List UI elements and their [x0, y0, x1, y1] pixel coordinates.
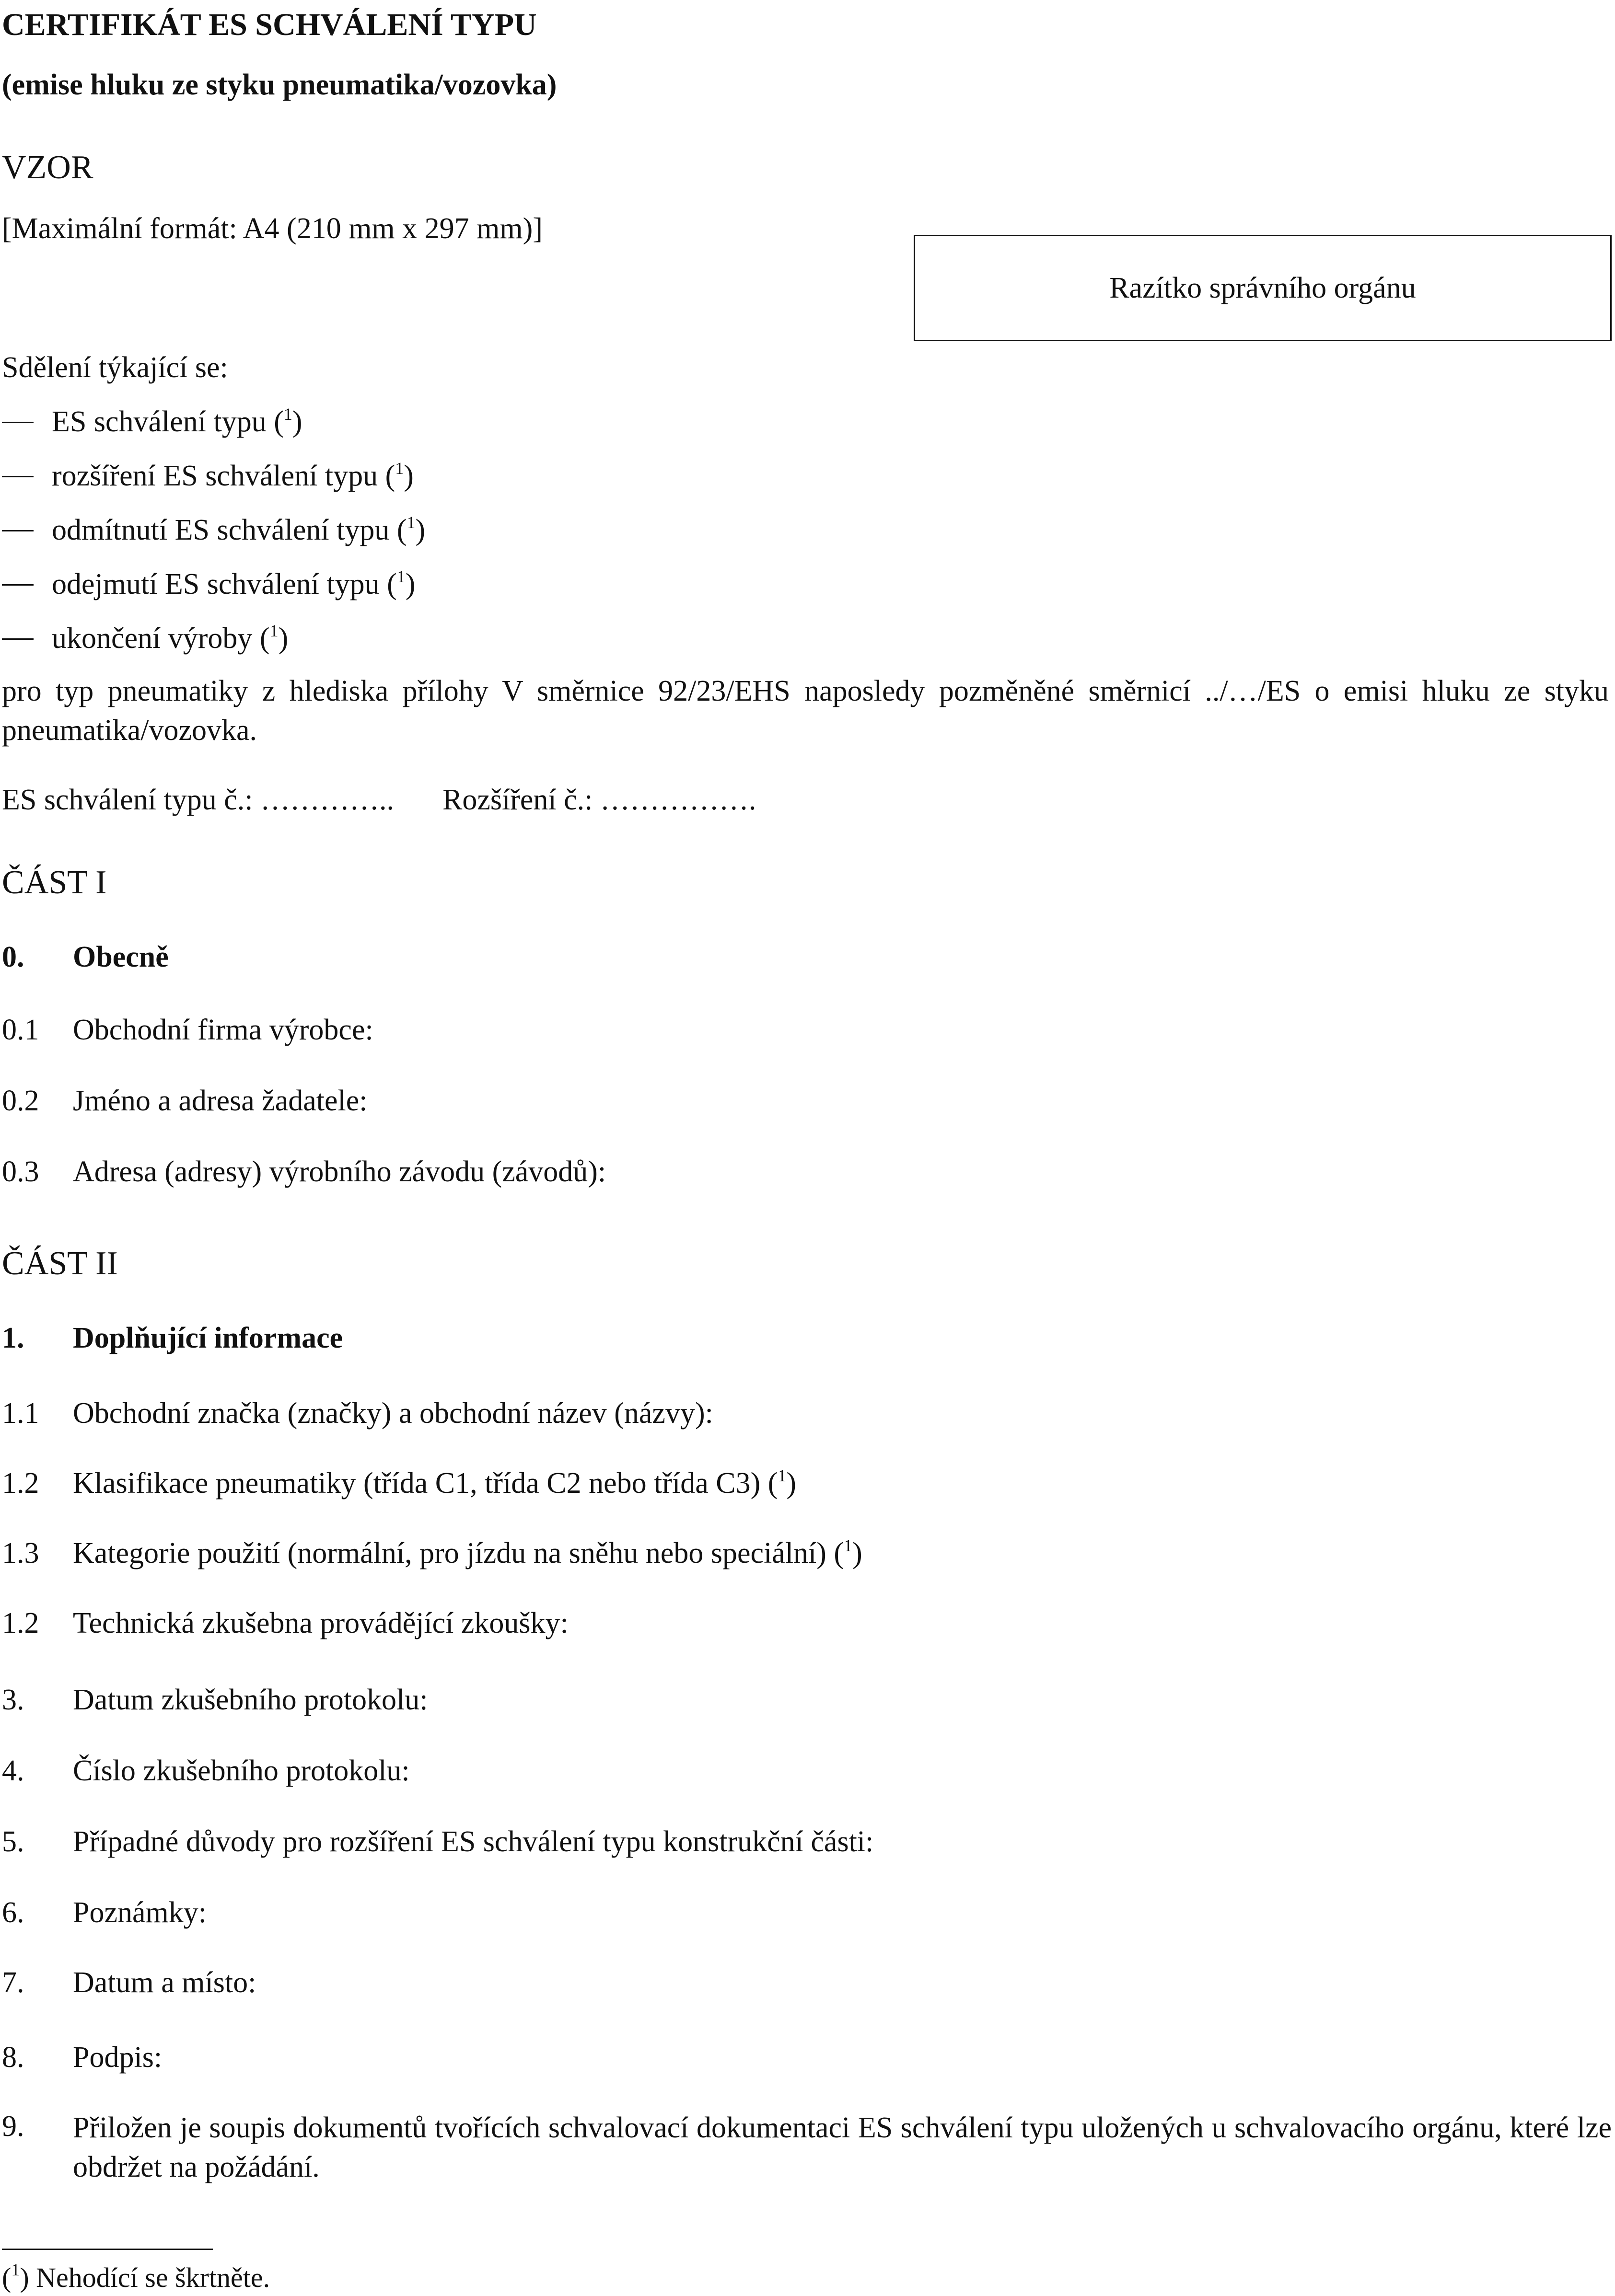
dash-bullet: [2, 530, 34, 531]
item-number: 3.: [2, 1684, 24, 1716]
item-label: Klasifikace pneumatiky (třída C1, třída C2 nebo třída C3) ($^1$): [73, 1466, 797, 1500]
communication-option: ukončení výroby ($^1$): [2, 621, 288, 656]
item-label: Adresa (adresy) výrobního závodu (závodů):: [73, 1155, 606, 1188]
communication-intro: Sdělení týkající se:: [2, 351, 228, 384]
footnote-ref: 1: [395, 459, 404, 478]
footnote-ref: 1: [407, 513, 416, 532]
model-label: VZOR: [2, 149, 93, 186]
authority-stamp-box: [914, 235, 1612, 341]
item-label: Číslo zkušebního protokolu:: [73, 1754, 410, 1787]
dash-bullet: [2, 584, 34, 586]
item-number: 8.: [2, 2041, 24, 2074]
section-title: Obecně: [73, 941, 169, 973]
communication-option: rozšíření ES schválení typu ($^1$): [2, 458, 414, 494]
footnote-divider: [2, 2249, 213, 2250]
stamp-label: Razítko správního orgánu: [1109, 271, 1416, 304]
item-number: 1.2: [2, 1607, 39, 1639]
communication-option: odejmutí ES schválení typu ($^1$): [2, 566, 415, 602]
approval-number-value: …………..: [260, 784, 394, 816]
approval-number-line: [2, 782, 756, 818]
section-number: 0.: [2, 941, 24, 973]
dash-bullet: [2, 638, 34, 640]
item-number: 0.3: [2, 1155, 39, 1188]
part1-heading: ČÁST I: [2, 864, 107, 901]
item-number: 0.1: [2, 1014, 39, 1046]
extension-value: …………….: [600, 784, 756, 816]
item-label: Datum zkušebního protokolu:: [73, 1684, 428, 1716]
item-number: 1.3: [2, 1537, 39, 1569]
dash-bullet: [2, 476, 34, 477]
item-number: 7.: [2, 1966, 24, 1999]
section-title: Doplňující informace: [73, 1322, 343, 1354]
item-label: Případné důvody pro rozšíření ES schválení typu konstrukční části:: [73, 1825, 874, 1858]
item-label: Poznámky:: [73, 1896, 207, 1929]
item-label: Podpis:: [73, 2041, 163, 2074]
format-note: [Maximální formát: A4 (210 mm x 297 mm)]: [2, 212, 543, 245]
footnote-ref: 1: [844, 1536, 853, 1555]
item-number: 6.: [2, 1896, 24, 1929]
item-label: Technická zkušebna provádějící zkoušky:: [73, 1607, 569, 1639]
item-label: Kategorie použití (normální, pro jízdu na sněhu nebo speciální) ($^1$): [73, 1536, 862, 1569]
item-number: 0.2: [2, 1085, 39, 1117]
part2-heading: ČÁST II: [2, 1245, 118, 1282]
footnote-ref: 1: [269, 621, 279, 640]
communication-option: ES schválení typu ($^1$): [2, 404, 302, 439]
communication-option: odmítnutí ES schválení typu ($^1$): [2, 512, 425, 548]
item-number: 4.: [2, 1754, 24, 1787]
footnote-number: 1: [11, 2260, 20, 2279]
item-label: Obchodní značka (značky) a obchodní název (názvy):: [73, 1397, 713, 1430]
extension-label: Rozšíření č.:: [442, 784, 593, 816]
footnote-ref: 1: [778, 1466, 787, 1485]
purpose-paragraph: pro typ pneumatiky z hlediska přílohy V směrnice 92/23/EHS naposledy pozměněné směrnicí ../…/ES o emisi hluku ze styku pneumatika/vozovka.: [2, 675, 1609, 747]
item-number: 9.: [2, 2110, 24, 2143]
footnote: ($^1$) Nehodící se škrtněte.: [2, 2260, 270, 2293]
section-number: 1.: [2, 1322, 24, 1354]
footnote-ref: 1: [283, 404, 292, 424]
dash-bullet: [2, 422, 34, 423]
item-number: 5.: [2, 1825, 24, 1858]
approval-number-label: ES schválení typu č.:: [2, 784, 253, 816]
document-subtitle: (emise hluku ze styku pneumatika/vozovka): [2, 69, 557, 101]
item-number: 1.2: [2, 1467, 39, 1500]
item-number: 1.1: [2, 1397, 39, 1430]
item-label: Přiložen je soupis dokumentů tvořících schvalovací dokumentaci ES schválení typu uložených u schvalovacího orgánu, které lze obdržet na požádání.: [73, 2111, 1612, 2183]
item-label: Datum a místo:: [73, 1966, 256, 1999]
footnote-ref: 1: [396, 567, 406, 586]
item-label: Jméno a adresa žadatele:: [73, 1085, 368, 1117]
item-label: Obchodní firma výrobce:: [73, 1014, 373, 1046]
document-title: CERTIFIKÁT ES SCHVÁLENÍ TYPU: [2, 7, 537, 42]
